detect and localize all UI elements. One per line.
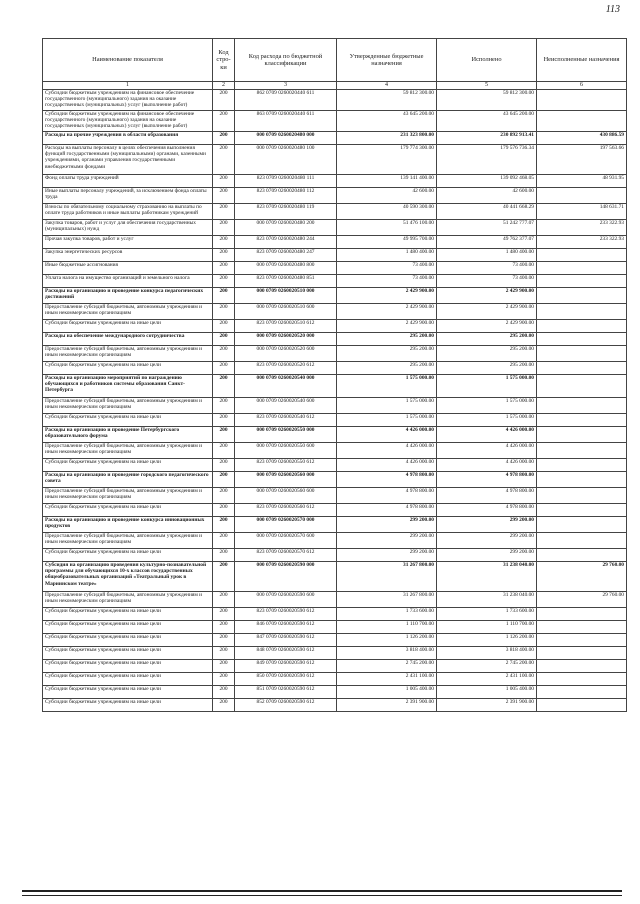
row-approved: 2 429 900.00 xyxy=(337,288,437,304)
row-budget-code: 823 0709 0260020540 612 xyxy=(235,414,337,427)
row-approved: 43 645 200.00 xyxy=(337,111,437,132)
row-executed: 40 441 668.29 xyxy=(437,204,537,220)
row-line-code: 200 xyxy=(213,275,235,288)
table-header-row xyxy=(43,39,627,82)
row-budget-code: 000 0709 0260020480 200 xyxy=(235,220,337,236)
row-budget-code: 000 0709 0260020480 000 xyxy=(235,132,337,145)
row-name: Субсидии бюджетным учреждениям на финансовое обеспечение государственного (муниципального) задания на оказание государственных (муниципальных) услуг (выполнение работ) xyxy=(43,111,213,132)
row-approved: 1 126 200.00 xyxy=(337,634,437,647)
header-name: Наименование показателя xyxy=(43,39,213,82)
table-body xyxy=(43,90,627,712)
row-executed: 299 200.00 xyxy=(437,533,537,549)
row-budget-code: 823 0709 0260020570 612 xyxy=(235,549,337,562)
row-unexecuted xyxy=(537,533,627,549)
row-name: Взносы по обязательному социальному страхованию на выплаты по оплате труда работников и иные выплаты работникам учреждений xyxy=(43,204,213,220)
row-approved: 1 005 400.00 xyxy=(337,686,437,699)
table-row xyxy=(43,204,627,220)
row-budget-code: 863 0709 0260020440 611 xyxy=(235,111,337,132)
row-unexecuted: 148 631.71 xyxy=(537,204,627,220)
row-unexecuted xyxy=(537,333,627,346)
row-budget-code: 000 0709 0260020510 600 xyxy=(235,304,337,320)
column-number-row xyxy=(43,82,627,90)
row-unexecuted xyxy=(537,427,627,443)
table-row xyxy=(43,673,627,686)
row-line-code: 200 xyxy=(213,204,235,220)
row-unexecuted xyxy=(537,249,627,262)
row-name: Прочая закупка товаров, работ и услуг xyxy=(43,236,213,249)
table-row xyxy=(43,660,627,673)
row-budget-code: 862 0709 0260020440 611 xyxy=(235,90,337,111)
row-line-code: 200 xyxy=(213,634,235,647)
row-unexecuted xyxy=(537,304,627,320)
row-line-code: 200 xyxy=(213,236,235,249)
row-approved: 2 431 100.00 xyxy=(337,673,437,686)
table-row xyxy=(43,236,627,249)
row-executed: 4 978 800.00 xyxy=(437,472,537,488)
row-name: Расходы на организацию и проведение конкурса инновационных продуктов xyxy=(43,517,213,533)
row-approved: 51 476 100.00 xyxy=(337,220,437,236)
row-line-code: 200 xyxy=(213,175,235,188)
row-unexecuted xyxy=(537,320,627,333)
table-row xyxy=(43,621,627,634)
row-budget-code: 000 0709 0260020590 600 xyxy=(235,592,337,608)
row-unexecuted xyxy=(537,549,627,562)
row-executed: 4 426 000.00 xyxy=(437,459,537,472)
row-unexecuted xyxy=(537,660,627,673)
row-executed: 1 480 400.00 xyxy=(437,249,537,262)
row-name: Субсидии бюджетным учреждениям на иные цели xyxy=(43,686,213,699)
row-executed: 73 400.00 xyxy=(437,275,537,288)
header-approved: Утвержденные бюджетные назначения xyxy=(337,39,437,82)
row-unexecuted xyxy=(537,375,627,398)
row-approved: 73 400.00 xyxy=(337,262,437,275)
row-name: Расходы на организацию и проведение городского педагогического совета xyxy=(43,472,213,488)
row-unexecuted xyxy=(537,188,627,204)
row-budget-code: 850 0709 0260020590 612 xyxy=(235,673,337,686)
row-line-code: 200 xyxy=(213,517,235,533)
row-name: Уплата налога на имущество организаций и земельного налога xyxy=(43,275,213,288)
row-unexecuted xyxy=(537,459,627,472)
row-name: Иные выплаты персоналу учреждений, за исключением фонда оплаты труда xyxy=(43,188,213,204)
row-line-code: 200 xyxy=(213,608,235,621)
row-approved: 299 200.00 xyxy=(337,549,437,562)
row-executed: 59 812 300.00 xyxy=(437,90,537,111)
column-number: 5 xyxy=(437,82,537,90)
column-number: 1 xyxy=(43,82,213,90)
row-budget-code: 848 0709 0260020590 612 xyxy=(235,647,337,660)
row-approved: 231 323 800.00 xyxy=(337,132,437,145)
table-row xyxy=(43,414,627,427)
row-budget-code: 823 0709 0260020480 247 xyxy=(235,249,337,262)
row-line-code: 200 xyxy=(213,111,235,132)
row-budget-code: 852 0709 0260020590 612 xyxy=(235,699,337,712)
row-approved: 1 575 000.00 xyxy=(337,414,437,427)
row-executed: 1 575 000.00 xyxy=(437,375,537,398)
row-name: Предоставление субсидий бюджетным, автономным учреждениям и иным некоммерческим организациям xyxy=(43,488,213,504)
row-budget-code: 823 0709 0260020510 612 xyxy=(235,320,337,333)
row-unexecuted xyxy=(537,488,627,504)
row-unexecuted xyxy=(537,275,627,288)
row-budget-code: 000 0709 0260020540 600 xyxy=(235,398,337,414)
row-line-code: 200 xyxy=(213,660,235,673)
table-row xyxy=(43,443,627,459)
row-name: Иные бюджетные ассигнования xyxy=(43,262,213,275)
row-approved: 295 200.00 xyxy=(337,346,437,362)
row-line-code: 200 xyxy=(213,288,235,304)
row-approved: 1 733 600.00 xyxy=(337,608,437,621)
row-approved: 3 818 400.00 xyxy=(337,647,437,660)
table-row xyxy=(43,375,627,398)
row-unexecuted xyxy=(537,346,627,362)
row-budget-code: 000 0709 0260020570 600 xyxy=(235,533,337,549)
row-unexecuted xyxy=(537,647,627,660)
row-line-code: 200 xyxy=(213,673,235,686)
row-budget-code: 823 0709 0260020480 112 xyxy=(235,188,337,204)
row-unexecuted: 48 931.95 xyxy=(537,175,627,188)
column-number: 4 xyxy=(337,82,437,90)
row-budget-code: 823 0709 0260020480 111 xyxy=(235,175,337,188)
row-approved: 179 774 300.00 xyxy=(337,145,437,175)
row-budget-code: 000 0709 0260020570 000 xyxy=(235,517,337,533)
row-approved: 4 426 000.00 xyxy=(337,459,437,472)
row-executed: 230 892 913.41 xyxy=(437,132,537,145)
header-line-code: Код стро-ки xyxy=(213,39,235,82)
table-row xyxy=(43,320,627,333)
table-row xyxy=(43,304,627,320)
row-executed: 1 126 200.00 xyxy=(437,634,537,647)
row-approved: 31 267 800.00 xyxy=(337,562,437,592)
row-line-code: 200 xyxy=(213,472,235,488)
row-name: Фонд оплаты труда учреждений xyxy=(43,175,213,188)
row-budget-code: 823 0709 0260020480 244 xyxy=(235,236,337,249)
budget-execution-table xyxy=(42,38,627,712)
table-row xyxy=(43,517,627,533)
row-budget-code: 823 0709 0260020590 612 xyxy=(235,608,337,621)
row-line-code: 200 xyxy=(213,427,235,443)
table-row xyxy=(43,145,627,175)
row-line-code: 200 xyxy=(213,346,235,362)
row-budget-code: 000 0709 0260020480 800 xyxy=(235,262,337,275)
row-line-code: 200 xyxy=(213,488,235,504)
row-line-code: 200 xyxy=(213,443,235,459)
row-executed: 3 818 400.00 xyxy=(437,647,537,660)
row-approved: 1 575 000.00 xyxy=(337,398,437,414)
row-executed: 49 762 377.07 xyxy=(437,236,537,249)
row-line-code: 200 xyxy=(213,504,235,517)
row-unexecuted xyxy=(537,362,627,375)
table-row xyxy=(43,592,627,608)
row-name: Предоставление субсидий бюджетным, автономным учреждениям и иным некоммерческим организациям xyxy=(43,346,213,362)
table-row xyxy=(43,288,627,304)
table-row xyxy=(43,699,627,712)
row-line-code: 200 xyxy=(213,188,235,204)
row-unexecuted: 29 760.00 xyxy=(537,562,627,592)
row-executed: 2 429 900.00 xyxy=(437,288,537,304)
row-executed: 4 426 000.00 xyxy=(437,427,537,443)
row-approved: 59 812 300.00 xyxy=(337,90,437,111)
row-executed: 1 575 000.00 xyxy=(437,398,537,414)
row-budget-code: 000 0709 0260020550 000 xyxy=(235,427,337,443)
row-line-code: 200 xyxy=(213,333,235,346)
row-executed: 43 645 200.00 xyxy=(437,111,537,132)
row-executed: 295 200.00 xyxy=(437,346,537,362)
row-line-code: 200 xyxy=(213,375,235,398)
row-executed: 51 242 777.07 xyxy=(437,220,537,236)
row-name: Субсидии бюджетным учреждениям на иные цели xyxy=(43,621,213,634)
row-approved: 295 200.00 xyxy=(337,362,437,375)
table-row xyxy=(43,488,627,504)
header-unexecuted: Неисполненные назначения xyxy=(537,39,627,82)
row-line-code: 200 xyxy=(213,262,235,275)
row-unexecuted xyxy=(537,699,627,712)
row-budget-code: 000 0709 0260020520 600 xyxy=(235,346,337,362)
row-executed: 1 733 600.00 xyxy=(437,608,537,621)
row-budget-code: 849 0709 0260020590 612 xyxy=(235,660,337,673)
row-line-code: 200 xyxy=(213,398,235,414)
row-name: Закупка энергетических ресурсов xyxy=(43,249,213,262)
row-budget-code: 851 0709 0260020590 612 xyxy=(235,686,337,699)
row-line-code: 200 xyxy=(213,220,235,236)
row-unexecuted xyxy=(537,673,627,686)
row-name: Закупка товаров, работ и услуг для обеспечения государственных (муниципальных) нужд xyxy=(43,220,213,236)
table-row xyxy=(43,111,627,132)
row-executed: 1 575 000.00 xyxy=(437,414,537,427)
row-unexecuted xyxy=(537,262,627,275)
row-line-code: 200 xyxy=(213,320,235,333)
table-row xyxy=(43,262,627,275)
row-name: Субсидии бюджетным учреждениям на иные цели xyxy=(43,362,213,375)
table-row xyxy=(43,333,627,346)
row-line-code: 200 xyxy=(213,686,235,699)
row-unexecuted xyxy=(537,90,627,111)
row-executed: 2 431 100.00 xyxy=(437,673,537,686)
row-approved: 1 110 700.00 xyxy=(337,621,437,634)
table-row xyxy=(43,249,627,262)
row-line-code: 200 xyxy=(213,562,235,592)
row-unexecuted xyxy=(537,414,627,427)
row-name: Расходы на организацию и проведение конкурса педагогических достижений xyxy=(43,288,213,304)
row-name: Субсидии бюджетным учреждениям на иные цели xyxy=(43,699,213,712)
row-budget-code: 000 0709 0260020590 000 xyxy=(235,562,337,592)
row-approved: 42 600.00 xyxy=(337,188,437,204)
row-budget-code: 000 0709 0260020480 100 xyxy=(235,145,337,175)
row-line-code: 200 xyxy=(213,249,235,262)
row-name: Субсидии бюджетным учреждениям на иные цели xyxy=(43,549,213,562)
row-executed: 1 005 400.00 xyxy=(437,686,537,699)
table-row xyxy=(43,220,627,236)
row-name: Предоставление субсидий бюджетным, автономным учреждениям и иным некоммерческим организациям xyxy=(43,304,213,320)
row-approved: 31 267 800.00 xyxy=(337,592,437,608)
bottom-rule xyxy=(22,890,622,892)
row-line-code: 200 xyxy=(213,414,235,427)
column-number: 6 xyxy=(537,82,627,90)
row-executed: 73 400.00 xyxy=(437,262,537,275)
row-approved: 2 391 900.00 xyxy=(337,699,437,712)
row-line-code: 200 xyxy=(213,699,235,712)
row-executed: 4 978 800.00 xyxy=(437,488,537,504)
table-row xyxy=(43,647,627,660)
row-name: Субсидии бюджетным учреждениям на иные цели xyxy=(43,504,213,517)
row-budget-code: 846 0709 0260020590 612 xyxy=(235,621,337,634)
row-name: Субсидии бюджетным учреждениям на иные цели xyxy=(43,647,213,660)
row-budget-code: 823 0709 0260020550 612 xyxy=(235,459,337,472)
row-unexecuted xyxy=(537,608,627,621)
row-executed: 295 200.00 xyxy=(437,333,537,346)
table-row xyxy=(43,398,627,414)
row-name: Расходы на прочие учреждения в области образования xyxy=(43,132,213,145)
row-unexecuted xyxy=(537,686,627,699)
row-line-code: 200 xyxy=(213,533,235,549)
row-executed: 295 200.00 xyxy=(437,362,537,375)
row-unexecuted: 197 563.66 xyxy=(537,145,627,175)
row-unexecuted xyxy=(537,621,627,634)
row-approved: 2 745 200.00 xyxy=(337,660,437,673)
row-line-code: 200 xyxy=(213,90,235,111)
row-approved: 1 480 400.00 xyxy=(337,249,437,262)
row-approved: 4 426 000.00 xyxy=(337,427,437,443)
column-number: 3 xyxy=(235,82,337,90)
row-name: Субсидии бюджетным учреждениям на иные цели xyxy=(43,660,213,673)
row-name: Субсидии бюджетным учреждениям на иные цели xyxy=(43,673,213,686)
row-unexecuted: 29 760.00 xyxy=(537,592,627,608)
row-name: Субсидии бюджетным учреждениям на иные цели xyxy=(43,459,213,472)
table-row xyxy=(43,634,627,647)
row-name: Субсидии бюджетным учреждениям на иные цели xyxy=(43,608,213,621)
table-row xyxy=(43,188,627,204)
row-approved: 4 978 800.00 xyxy=(337,504,437,517)
row-budget-code: 823 0709 0260020520 612 xyxy=(235,362,337,375)
row-executed: 2 745 200.00 xyxy=(437,660,537,673)
row-line-code: 200 xyxy=(213,145,235,175)
row-line-code: 200 xyxy=(213,647,235,660)
row-executed: 2 391 900.00 xyxy=(437,699,537,712)
bottom-rule xyxy=(22,895,622,896)
row-approved: 73 400.00 xyxy=(337,275,437,288)
table-row xyxy=(43,427,627,443)
row-approved: 295 200.00 xyxy=(337,333,437,346)
row-executed: 42 600.00 xyxy=(437,188,537,204)
row-line-code: 200 xyxy=(213,304,235,320)
table-row xyxy=(43,275,627,288)
row-line-code: 200 xyxy=(213,132,235,145)
row-executed: 299 200.00 xyxy=(437,549,537,562)
table-row xyxy=(43,132,627,145)
row-approved: 40 590 300.00 xyxy=(337,204,437,220)
row-approved: 299 200.00 xyxy=(337,517,437,533)
table-row xyxy=(43,472,627,488)
row-name: Предоставление субсидий бюджетным, автономным учреждениям и иным некоммерческим организациям xyxy=(43,533,213,549)
row-unexecuted xyxy=(537,288,627,304)
row-executed: 179 576 736.34 xyxy=(437,145,537,175)
row-unexecuted xyxy=(537,443,627,459)
row-approved: 4 978 800.00 xyxy=(337,488,437,504)
page-number: 113 xyxy=(605,4,620,15)
table-row xyxy=(43,549,627,562)
row-budget-code: 000 0709 0260020550 600 xyxy=(235,443,337,459)
row-name: Предоставление субсидий бюджетным, автономным учреждениям и иным некоммерческим организациям xyxy=(43,443,213,459)
row-executed: 4 426 000.00 xyxy=(437,443,537,459)
row-unexecuted xyxy=(537,517,627,533)
row-name: Предоставление субсидий бюджетным, автономным учреждениям и иным некоммерческим организациям xyxy=(43,592,213,608)
row-unexecuted xyxy=(537,111,627,132)
row-budget-code: 000 0709 0260020510 000 xyxy=(235,288,337,304)
header-executed: Исполнено xyxy=(437,39,537,82)
row-line-code: 200 xyxy=(213,362,235,375)
row-name: Расходы на организацию и проведение Петербургского образовательного форума xyxy=(43,427,213,443)
row-line-code: 200 xyxy=(213,592,235,608)
row-executed: 4 978 800.00 xyxy=(437,504,537,517)
row-executed: 31 238 040.00 xyxy=(437,562,537,592)
row-executed: 2 429 900.00 xyxy=(437,320,537,333)
table-row xyxy=(43,608,627,621)
row-budget-code: 000 0709 0260020560 600 xyxy=(235,488,337,504)
table-row xyxy=(43,533,627,549)
row-name: Субсидии бюджетным учреждениям на иные цели xyxy=(43,414,213,427)
row-executed: 1 110 700.00 xyxy=(437,621,537,634)
row-unexecuted: 233 322.93 xyxy=(537,220,627,236)
row-name: Расходы на обеспечение международного сотрудничества xyxy=(43,333,213,346)
table-row xyxy=(43,175,627,188)
table-row xyxy=(43,362,627,375)
row-name: Субсидии бюджетным учреждениям на иные цели xyxy=(43,320,213,333)
row-line-code: 200 xyxy=(213,549,235,562)
row-approved: 4 426 000.00 xyxy=(337,443,437,459)
row-approved: 4 978 800.00 xyxy=(337,472,437,488)
row-budget-code: 823 0709 0260020560 612 xyxy=(235,504,337,517)
row-name: Расходы на организацию мероприятий по награждению обучающихся и работников системы образования Санкт-Петербурга xyxy=(43,375,213,398)
row-unexecuted xyxy=(537,634,627,647)
row-unexecuted: 430 886.59 xyxy=(537,132,627,145)
row-budget-code: 000 0709 0260020540 000 xyxy=(235,375,337,398)
column-number: 2 xyxy=(213,82,235,90)
row-budget-code: 000 0709 0260020520 000 xyxy=(235,333,337,346)
row-name: Расходы на выплаты персоналу в целях обеспечения выполнения функций государственными (муниципальными) органами, казенными учреждениями, органами управления государственными внебюджетными фондами xyxy=(43,145,213,175)
table-row xyxy=(43,459,627,472)
table-row xyxy=(43,686,627,699)
row-line-code: 200 xyxy=(213,459,235,472)
row-unexecuted xyxy=(537,504,627,517)
table-row xyxy=(43,90,627,111)
row-budget-code: 000 0709 0260020560 000 xyxy=(235,472,337,488)
row-approved: 49 995 700.00 xyxy=(337,236,437,249)
row-executed: 139 092 468.05 xyxy=(437,175,537,188)
row-line-code: 200 xyxy=(213,621,235,634)
row-unexecuted xyxy=(537,398,627,414)
header-budget-code: Код расхода по бюджетной классификации xyxy=(235,39,337,82)
row-name: Субсидии бюджетным учреждениям на финансовое обеспечение государственного (муниципального) задания на оказание государственных (муниципальных) услуг (выполнение работ) xyxy=(43,90,213,111)
row-approved: 299 200.00 xyxy=(337,533,437,549)
row-budget-code: 847 0709 0260020590 612 xyxy=(235,634,337,647)
row-budget-code: 823 0709 0260020480 119 xyxy=(235,204,337,220)
row-unexecuted: 233 322.93 xyxy=(537,236,627,249)
row-approved: 2 429 900.00 xyxy=(337,320,437,333)
row-executed: 2 429 900.00 xyxy=(437,304,537,320)
row-name: Предоставление субсидий бюджетным, автономным учреждениям и иным некоммерческим организациям xyxy=(43,398,213,414)
row-approved: 139 141 400.00 xyxy=(337,175,437,188)
row-executed: 299 200.00 xyxy=(437,517,537,533)
table-row xyxy=(43,562,627,592)
row-budget-code: 823 0709 0260020480 851 xyxy=(235,275,337,288)
row-approved: 1 575 000.00 xyxy=(337,375,437,398)
row-name: Субсидии бюджетным учреждениям на иные цели xyxy=(43,634,213,647)
row-name: Субсидия на организацию проведения культурно-познавательной программы для обучающихся 10-х классов государственных общеобразовательных организаций «Театральный урок в Мариинском театре» xyxy=(43,562,213,592)
row-approved: 2 429 900.00 xyxy=(337,304,437,320)
table-row xyxy=(43,504,627,517)
row-unexecuted xyxy=(537,472,627,488)
row-executed: 31 238 040.00 xyxy=(437,592,537,608)
table-row xyxy=(43,346,627,362)
